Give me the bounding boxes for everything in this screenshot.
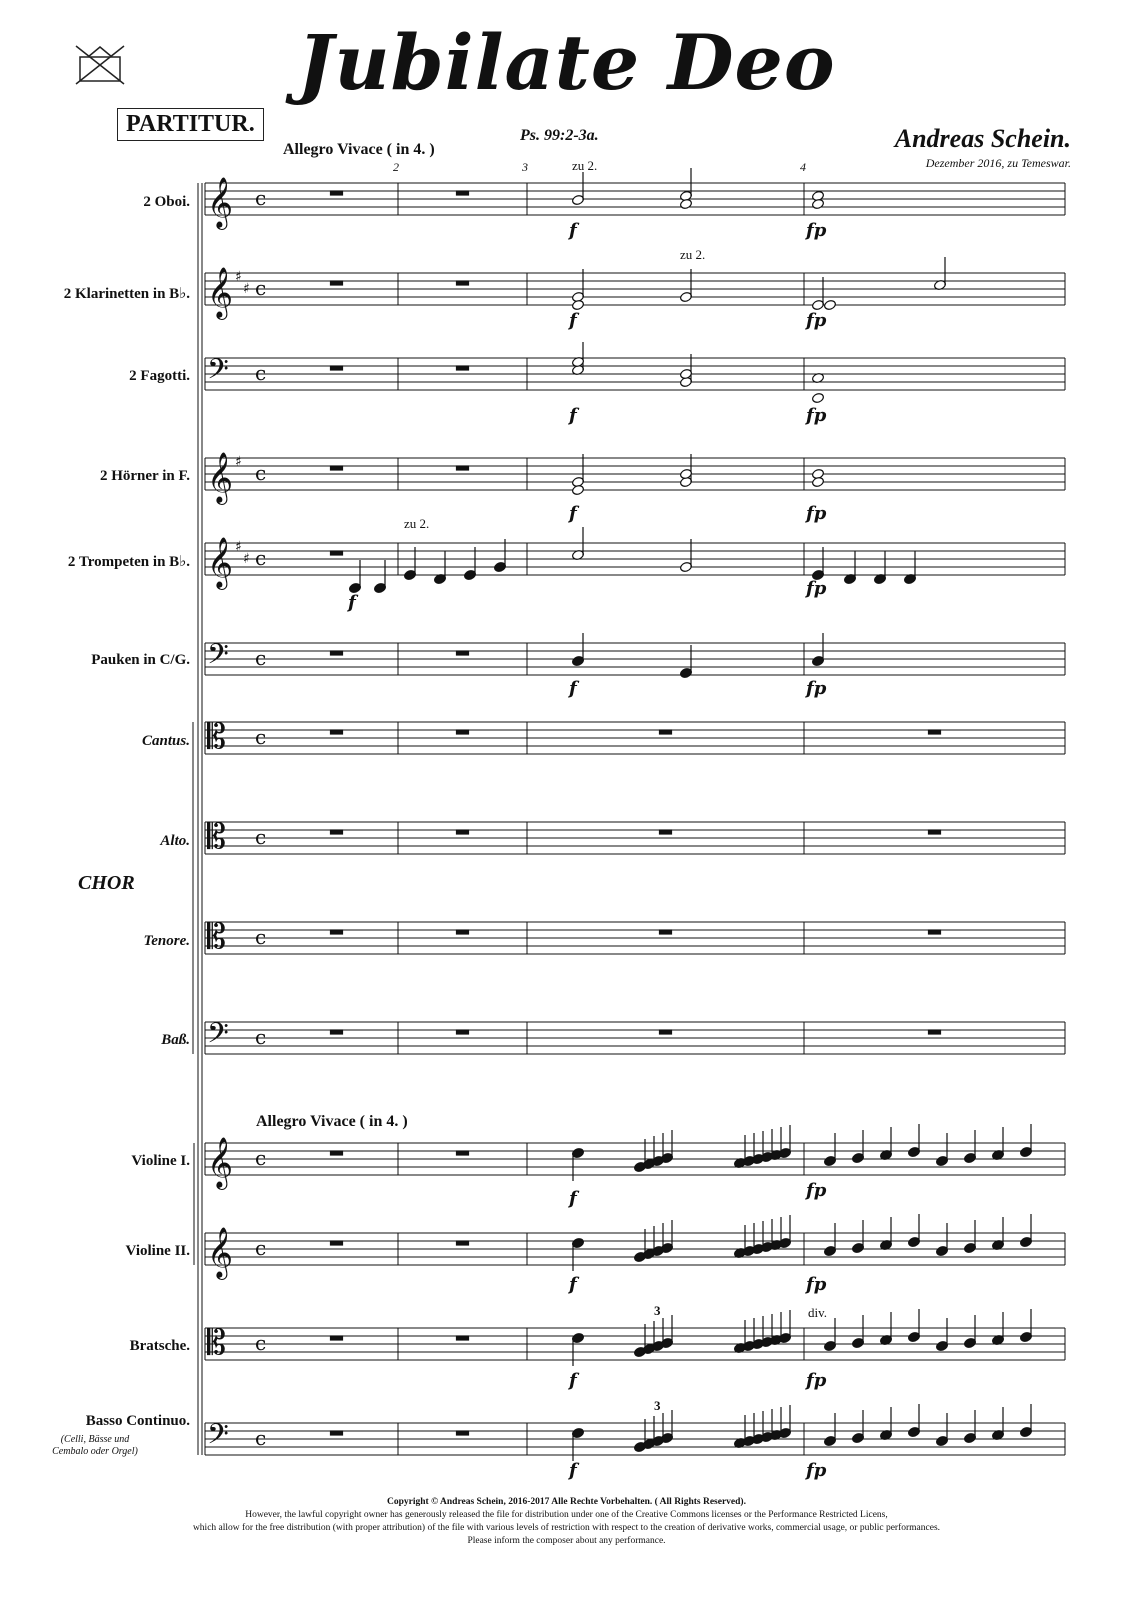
whole-note bbox=[811, 198, 824, 209]
footer-line-4: Please inform the composer about any performance. bbox=[467, 1536, 666, 1546]
instrument-label-violine-1: Violine I. bbox=[131, 1153, 190, 1169]
triplet-bratsche: 3 bbox=[654, 1303, 661, 1318]
time-signature: c bbox=[255, 1331, 267, 1355]
clef-G: 𝄞 bbox=[207, 1137, 234, 1188]
clef-G: 𝄞 bbox=[207, 1227, 234, 1278]
date-line: Dezember 2016, zu Temeswar. bbox=[925, 156, 1071, 170]
measure-number-3: 3 bbox=[522, 160, 528, 174]
whole-rest bbox=[331, 730, 343, 734]
whole-rest bbox=[929, 730, 941, 734]
time-signature: c bbox=[255, 825, 267, 849]
instrument-label-trompeten: 2 Trompeten in B♭. bbox=[67, 554, 190, 570]
whole-rest bbox=[331, 1431, 343, 1435]
score-title: Jubilate Deo bbox=[297, 18, 836, 107]
basso-sub-line-2: Cembalo oder Orgel) bbox=[52, 1446, 138, 1457]
half-note bbox=[571, 299, 584, 310]
basso-continuo-subtitle bbox=[5, 1434, 185, 1458]
zu2-klarinetten: zu 2. bbox=[680, 247, 706, 262]
time-signature: c bbox=[255, 1146, 267, 1170]
whole-rest bbox=[331, 1241, 343, 1245]
whole-rest bbox=[331, 651, 343, 655]
clef-F: 𝄢 bbox=[207, 353, 229, 393]
zu2-oboi: zu 2. bbox=[572, 158, 598, 173]
whole-rest bbox=[457, 651, 469, 655]
whole-rest bbox=[457, 1030, 469, 1034]
clef-F: 𝄢 bbox=[207, 638, 229, 678]
time-signature: c bbox=[255, 461, 267, 485]
clef-C: 𝄡 bbox=[207, 1323, 226, 1363]
whole-rest bbox=[331, 930, 343, 934]
dyn-fp-fagotti: fp bbox=[806, 405, 827, 426]
time-signature: c bbox=[255, 361, 267, 385]
whole-rest bbox=[457, 1431, 469, 1435]
time-signature: c bbox=[255, 546, 267, 570]
zu2-trompeten: zu 2. bbox=[404, 516, 430, 531]
basso-sub-line-1: (Celli, Bässe und bbox=[60, 1434, 130, 1445]
instrument-label-oboi: 2 Oboi. bbox=[143, 194, 190, 210]
dyn-f-basso: f bbox=[569, 1460, 577, 1481]
time-signature: c bbox=[255, 725, 267, 749]
whole-rest bbox=[331, 1030, 343, 1034]
whole-rest bbox=[457, 730, 469, 734]
dyn-fp-basso: fp bbox=[806, 1460, 827, 1481]
footer-line-3: which allow for the free distribution (with proper attribution) of the file with various levels of restriction with respect to the creation of derivative works, commercial usage, or public performances. bbox=[192, 1523, 941, 1533]
footer-line-2: However, the lawful copyright owner has generously released the file for distribution under one of the Creative Commons licenses or the Performance Restricted Licens, bbox=[245, 1510, 888, 1520]
dyn-f-pauken: f bbox=[569, 678, 577, 699]
footer bbox=[0, 1496, 1133, 1548]
clef-F: 𝄢 bbox=[207, 1017, 229, 1057]
dyn-f-oboi: f bbox=[569, 220, 577, 241]
half-note bbox=[679, 198, 692, 209]
clef-C: 𝄡 bbox=[207, 917, 226, 957]
dyn-fp-violine-2: fp bbox=[806, 1274, 827, 1295]
time-signature: c bbox=[255, 186, 267, 210]
instrument-label-hoerner: 2 Hörner in F. bbox=[99, 468, 190, 484]
dyn-fp-violine-1: fp bbox=[806, 1180, 827, 1201]
dyn-fp-trompeten: fp bbox=[806, 578, 827, 599]
whole-rest bbox=[331, 1151, 343, 1155]
composer-name: Andreas Schein. bbox=[894, 124, 1071, 153]
dyn-f-klarinetten: f bbox=[569, 310, 577, 331]
whole-rest bbox=[457, 1241, 469, 1245]
whole-rest bbox=[457, 830, 469, 834]
sharp-key-signature: ♯ bbox=[235, 539, 242, 555]
partitur-label: PARTITUR. bbox=[117, 108, 264, 141]
whole-rest bbox=[331, 551, 343, 555]
whole-rest bbox=[660, 1030, 672, 1034]
dyn-f-fagotti: f bbox=[569, 405, 577, 426]
clef-G: 𝄞 bbox=[207, 177, 234, 228]
dyn-f-trompeten: f bbox=[348, 592, 356, 613]
chor-label: CHOR bbox=[78, 872, 135, 894]
instrument-label-tenore: Tenore. bbox=[143, 933, 190, 949]
instrument-label-bratsche: Bratsche. bbox=[129, 1338, 190, 1354]
instrument-label-pauken: Pauken in C/G. bbox=[91, 652, 190, 668]
time-signature: c bbox=[255, 925, 267, 949]
dyn-f-bratsche: f bbox=[569, 1370, 577, 1391]
whole-rest bbox=[457, 930, 469, 934]
clef-G: 𝄞 bbox=[207, 452, 234, 503]
whole-rest bbox=[457, 1336, 469, 1340]
whole-rest bbox=[457, 1151, 469, 1155]
triplet-basso: 3 bbox=[654, 1398, 661, 1413]
sharp-key-signature: ♯ bbox=[235, 454, 242, 470]
instrument-label-bass: Baß. bbox=[161, 1032, 190, 1048]
dyn-fp-hoerner: fp bbox=[806, 503, 827, 524]
measure-number-2: 2 bbox=[393, 160, 399, 174]
whole-rest bbox=[660, 830, 672, 834]
whole-rest bbox=[331, 466, 343, 470]
whole-rest bbox=[457, 191, 469, 195]
clef-F: 𝄢 bbox=[207, 1418, 229, 1458]
whole-rest bbox=[929, 830, 941, 834]
clef-C: 𝄡 bbox=[207, 817, 226, 857]
whole-rest bbox=[331, 830, 343, 834]
whole-rest bbox=[457, 466, 469, 470]
whole-note bbox=[811, 392, 824, 403]
whole-rest bbox=[331, 191, 343, 195]
sharp-key-signature: ♯ bbox=[243, 281, 250, 297]
dyn-fp-bratsche: fp bbox=[806, 1370, 827, 1391]
sharp-key-signature: ♯ bbox=[235, 269, 242, 285]
whole-rest bbox=[457, 281, 469, 285]
whole-note bbox=[823, 299, 836, 310]
time-signature: c bbox=[255, 1236, 267, 1260]
sharp-key-signature: ♯ bbox=[243, 551, 250, 567]
whole-rest bbox=[331, 366, 343, 370]
whole-rest bbox=[660, 730, 672, 734]
whole-rest bbox=[660, 930, 672, 934]
dyn-f-violine-2: f bbox=[569, 1274, 577, 1295]
clef-C: 𝄡 bbox=[207, 717, 226, 757]
footer-copyright: Copyright © Andreas Schein, 2016-2017 Alle Rechte Vorbehalten. ( All Rights Reserved). bbox=[387, 1497, 746, 1507]
instrument-label-klarinetten: 2 Klarinetten in B♭. bbox=[63, 286, 190, 302]
whole-rest bbox=[929, 930, 941, 934]
tempo-marking-winds: Allegro Vivace ( in 4. ) bbox=[283, 141, 435, 158]
time-signature: c bbox=[255, 646, 267, 670]
clef-G: 𝄞 bbox=[207, 267, 234, 318]
psalm-reference: Ps. 99:2-3a. bbox=[520, 127, 599, 144]
dyn-f-violine-1: f bbox=[569, 1188, 577, 1209]
whole-note bbox=[811, 476, 824, 487]
half-note bbox=[571, 484, 584, 495]
measure-number-4: 4 bbox=[800, 160, 806, 174]
whole-rest bbox=[457, 366, 469, 370]
dyn-fp-klarinetten: fp bbox=[806, 310, 827, 331]
instrument-label-cantus: Cantus. bbox=[142, 733, 190, 749]
dyn-f-hoerner: f bbox=[569, 503, 577, 524]
instrument-label-basso-continuo: Basso Continuo. bbox=[85, 1413, 190, 1429]
instrument-label-alto: Alto. bbox=[160, 833, 190, 849]
clef-G: 𝄞 bbox=[207, 537, 234, 588]
dyn-fp-oboi: fp bbox=[806, 220, 827, 241]
time-signature: c bbox=[255, 276, 267, 300]
tempo-marking-strings: Allegro Vivace ( in 4. ) bbox=[256, 1113, 408, 1130]
whole-rest bbox=[929, 1030, 941, 1034]
instrument-label-fagotti: 2 Fagotti. bbox=[129, 368, 190, 384]
dyn-fp-pauken: fp bbox=[806, 678, 827, 699]
whole-rest bbox=[331, 281, 343, 285]
time-signature: c bbox=[255, 1426, 267, 1450]
whole-rest bbox=[331, 1336, 343, 1340]
time-signature: c bbox=[255, 1025, 267, 1049]
div-bratsche: div. bbox=[808, 1305, 828, 1320]
instrument-label-violine-2: Violine II. bbox=[125, 1243, 190, 1259]
